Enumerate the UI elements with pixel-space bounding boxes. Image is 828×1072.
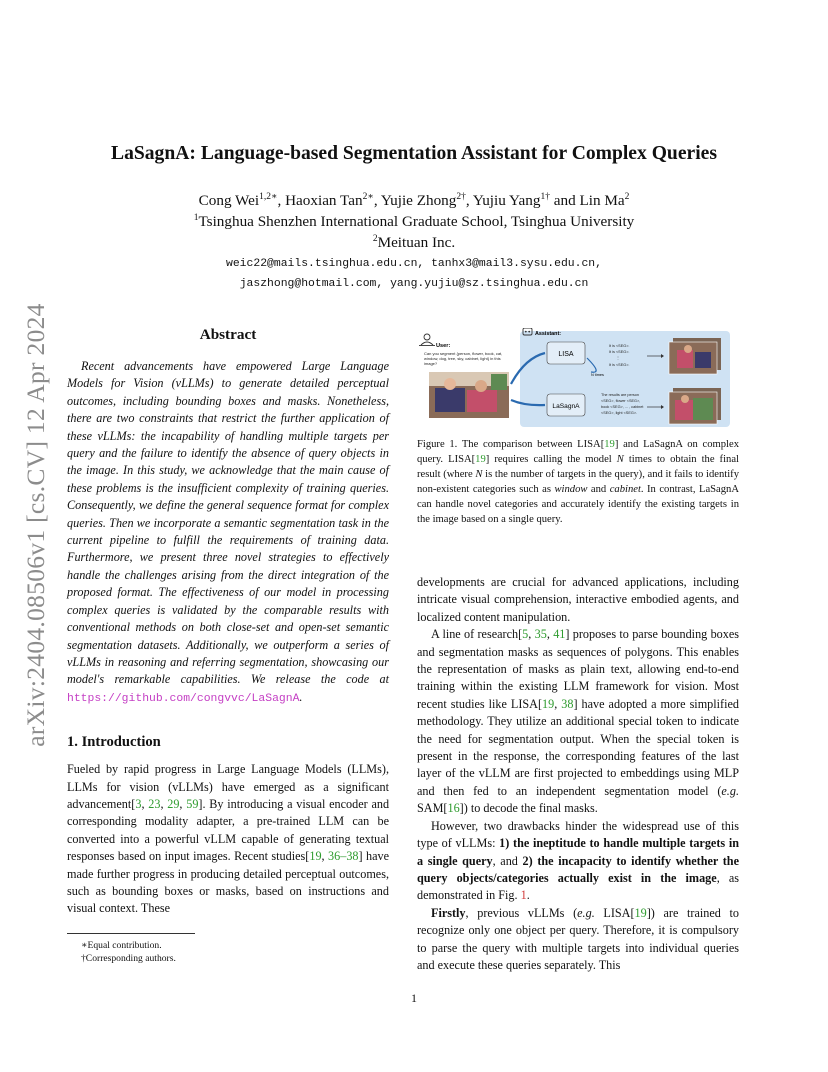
abstract-heading: Abstract bbox=[199, 326, 257, 343]
arxiv-stamp bbox=[14, 290, 58, 760]
author-name: Cong Wei bbox=[198, 192, 260, 209]
lasagna-output-photos bbox=[669, 388, 721, 424]
intro-paragraph: However, two drawbacks hinder the widespread use of this type of vLLMs: 1) the ineptitude to handle multiple targets in a single query, and 2) the incapacity to identify whether the query objects/categories actually exist in the image, as demonstrated in Fig. 1. bbox=[417, 818, 739, 903]
affiliation: $^2$Meituan Inc. bbox=[372, 233, 456, 251]
intro-paragraph: Firstly, previous vLLMs (e.g. LISA[19]) are trained to recognize only one object per query. Therefore, it is compulsory to parse the query with multiple targets into individual queries and execute these queries separately. This bbox=[417, 905, 740, 972]
abstract-body: Recent advancements have empowered Large Language Models for Vision (vLLMs) to generate detailed perceptual outcomes, including bounding boxes and masks. Nonetheless, there are two constraints that restrict the further application of these vLLMs: the incapability of handling multiple targets per query and the failure to identify the absence of query objects in the image. In this study, we acknowledge that the main cause of these problems is the insufficient complexity of training queries. Consequently, we define the general sequence format for complex queries. Then we incorporate a semantic segmentation task in the current pipeline to fulfill the requirements of training data. Furthermore, we present three novel strategies to effectively handle the challenges arising from the direct integration of the proposed format. The effectiveness of our model in processing complex queries is validated by the comparable results with conventional methods on both close-set and open-set semantic segmentation datasets. Additionally, we outperform a series of vLLMs in reasoning and referring segmentation, showcasing our model's remarkable capabilities. We release the code at https://github.com/congvvc/LaSagnA. bbox=[67, 359, 389, 705]
author-name: Yujie Zhong bbox=[380, 192, 457, 209]
paper-title: LaSagnA: Language-based Segmentation Assistant for Complex Queries bbox=[111, 143, 717, 164]
arxiv-stamp-text: arXiv:2404.08506v1 [cs.CV] 12 Apr 2024 bbox=[21, 303, 50, 747]
lisa-label: LISA bbox=[558, 351, 574, 358]
footnote: ∗Equal contribution. bbox=[81, 940, 162, 951]
author-name: Yujiu Yang bbox=[472, 192, 541, 209]
intro-paragraph: A line of research[5, 35, 41] proposes to parse bounding boxes and segmentation masks as sequences of polygons. This enables the representation of masks as plain text, allowing end-to-end training within the existing LLM framework for vision. Most recent studies like LISA[19, 38] have adopted a more simplified methodology. They utilize an additional special token to indicate the need for segmentation output. When the special token is present in the response, the corresponding features of the last layer of the vLLM are first projected to embeddings using MLP and then fed to an independent segmentation model (e.g. SAM[16]) to decode the final masks. bbox=[417, 627, 740, 816]
author-name: Lin Ma bbox=[579, 192, 625, 209]
code-link[interactable]: https://github.com/congvvc/LaSagnA bbox=[67, 692, 300, 705]
figure-caption: Figure 1. The comparison between LISA[19] and LaSagnA on complex query. LISA[19] requires calling the model N times to obtain the final result (where N is the number of targets in the query), and it fails to identify non-existent categories such as window and cabinet. In contrast, LaSagnA can handle novel categories and accurately identify the existing targets in the image based on a single query. bbox=[417, 439, 739, 525]
figure-1 bbox=[405, 328, 733, 430]
figure-1-diagram bbox=[405, 328, 733, 430]
assistant-label: Assistant: bbox=[535, 331, 562, 337]
author-list: Cong Wei$^{1,2∗}$, Haoxian Tan$^{2∗}$, Yujie Zhong$^{2\dagger}$, Yujiu Yang$^{1\dagger}$ and Lin Ma$^2$ bbox=[198, 191, 630, 209]
right-column bbox=[417, 574, 739, 974]
svg-text:It is <SEG>. It is <SEG>: It is <SEG>. It is <SEG>. ⋮ It is <SEG>. bbox=[609, 344, 630, 367]
section-heading: 1. Introduction bbox=[67, 734, 161, 751]
footnotes bbox=[67, 933, 389, 965]
svg-text:Can you segment {person, flowe: Can you segment {person, flower, book, cat, window, dog, tree, sky, cabinet, light} in this image? bbox=[424, 351, 503, 366]
email-line: weic22@mails.tsinghua.edu.cn, tanhx3@mail3.sysu.edu.cn, bbox=[226, 258, 602, 270]
lasagna-label: LaSagnA bbox=[552, 403, 580, 410]
svg-text:The results are person <: The results are person <SEG>, flower <SEG>, book <SEG>, ... , cabinet <SEG>, light <SEG>. bbox=[601, 393, 644, 415]
author-name: Haoxian Tan bbox=[285, 192, 363, 209]
footnote: †Corresponding authors. bbox=[81, 953, 176, 964]
user-label: User: bbox=[436, 343, 451, 349]
user-icon bbox=[419, 334, 435, 346]
intro-paragraph: developments are crucial for advanced applications, including intricate visual comprehension, interactive embodied agents, and localized content manipulation. bbox=[417, 575, 739, 624]
lisa-output-photos bbox=[669, 338, 721, 374]
left-column bbox=[67, 318, 389, 918]
input-photo bbox=[429, 372, 509, 418]
n-times-label: N times bbox=[591, 373, 604, 377]
email-line: jaszhong@hotmail.com, yang.yujiu@sz.tsinghua.edu.cn bbox=[239, 278, 589, 290]
affiliation: $^1$Tsinghua Shenzhen International Graduate School, Tsinghua University bbox=[193, 212, 635, 230]
intro-paragraph: Fueled by rapid progress in Large Language Models (LLMs), LLMs for vision (vLLMs) have emerged as a significant advancement[3, 23, 29, 59]. By introducing a visual encoder and corresponding modality adapter, a pre-trained LLM can be converted into a powerful vLLM capable of generating textual responses based on input images. Recent studies[19, 36–38] have made further progress in producing detailed perceptual outcomes, such as bounding boxes or masks, based on instructions and visual context. These bbox=[67, 762, 390, 916]
page-number: 1 bbox=[411, 991, 417, 1005]
